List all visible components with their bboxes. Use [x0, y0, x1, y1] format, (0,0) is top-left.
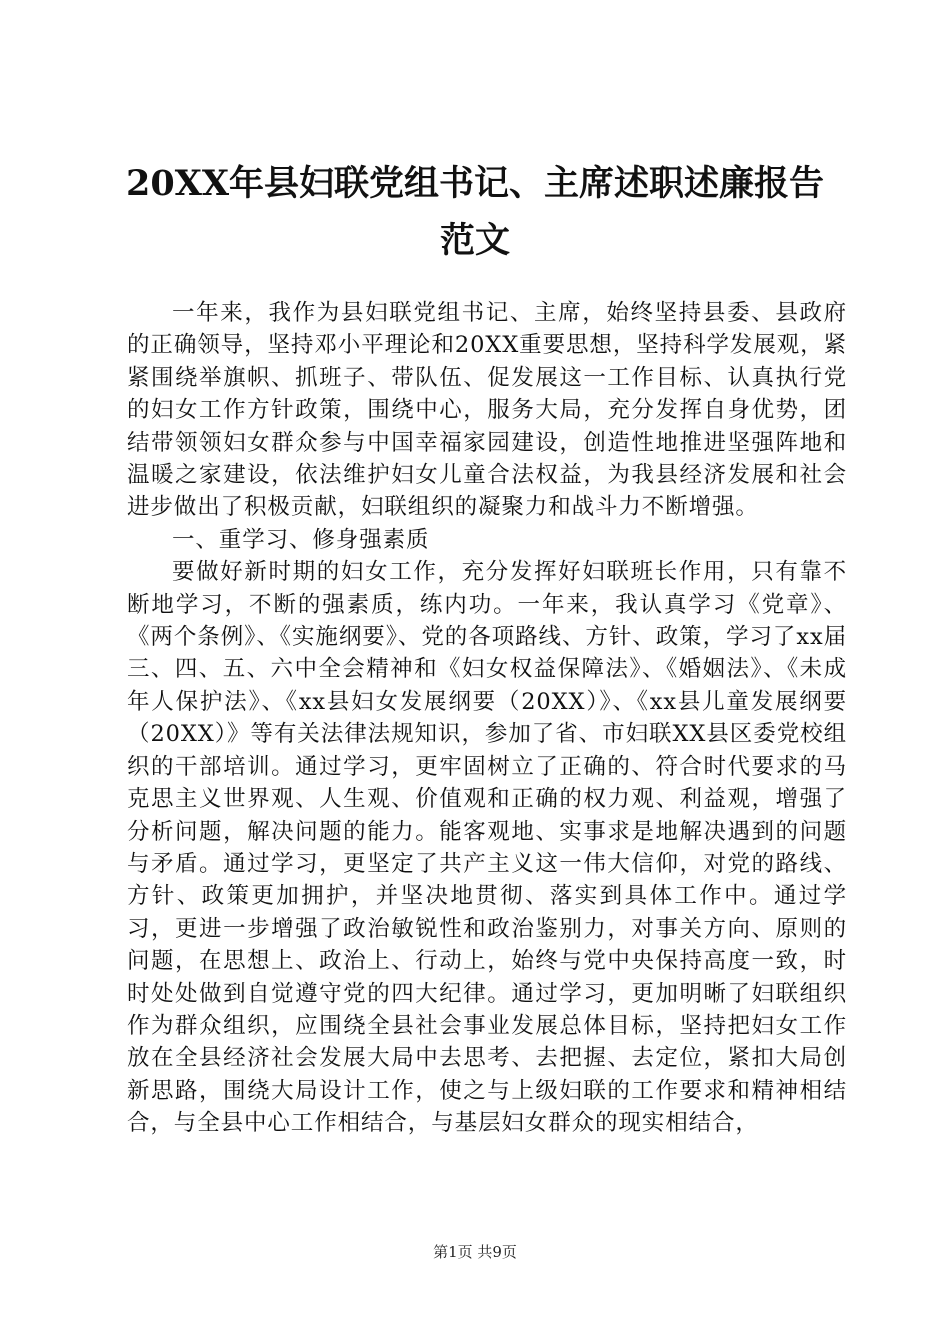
document-title-line-1: 20XX年县妇联党组书记、主席述职述廉报告 — [125, 163, 825, 204]
body-paragraph-intro: 一年来，我作为县妇联党组书记、主席，始终坚持县委、县政府的正确领导，坚持邓小平理论和20XX重要思想，坚持科学发展观，紧紧围绕举旗帜、抓班子、带队伍、促发展这一工作目标、认真执行党的妇女工作方针政策，围绕中心，服务大局，充分发挥自身优势，团结带领领妇女群众参与中国幸福家园建设，创造性地推进坚强阵地和温暖之家建设，依法维护妇女儿童合法权益，为我县经济发展和社会进步做出了积极贡献，妇联组织的凝聚力和战斗力不断增强。 — [127, 300, 847, 521]
document-body — [127, 297, 847, 1140]
body-paragraph-study: 要做好新时期的妇女工作，充分发挥好妇联班长作用，只有靠不断地学习，不断的强素质，练内功。一年来，我认真学习《党章》、《两个条例》、《实施纲要》、党的各项路线、方针、政策，学习了xx届三、四、五、六中全会精神和《妇女权益保障法》、《婚姻法》、《未成年人保护法》、《xx县妇女发展纲要（20XX）》、《xx县儿童发展纲要（20XX）》等有关法律法规知识，参加了省、市妇联XX县区委党校组织的干部培训。通过学习，更牢固树立了正确的、符合时代要求的马克思主义世界观、人生观、价值观和正确的权力观、利益观，增强了分析问题，解决问题的能力。能客观地、实事求是地解决遇到的问题与矛盾。通过学习，更坚定了共产主义这一伟大信仰，对党的路线、方针、政策更加拥护，并坚决地贯彻、落实到具体工作中。通过学习，更进一步增强了政治敏锐性和政治鉴别力，对事关方向、原则的问题，在思想上、政治上、行动上，始终与党中央保持高度一致，时时处处做到自觉遵守党的四大纪律。通过学习，更加明晰了妇联组织作为群众组织，应围绕全县社会事业发展总体目标，坚持把妇女工作放在全县经济社会发展大局中去思考、去把握、去定位，紧扣大局创新思路，围绕大局设计工作，使之与上级妇联的工作要求和精神相结合，与全县中心工作相结合，与基层妇女群众的现实相结合， — [127, 559, 847, 1137]
section-heading-1: 一、重学习、修身强素质 — [172, 526, 430, 553]
document-title-line-2: 范文 — [439, 220, 510, 261]
page-footer: 第1页 共9页 — [433, 1243, 517, 1261]
